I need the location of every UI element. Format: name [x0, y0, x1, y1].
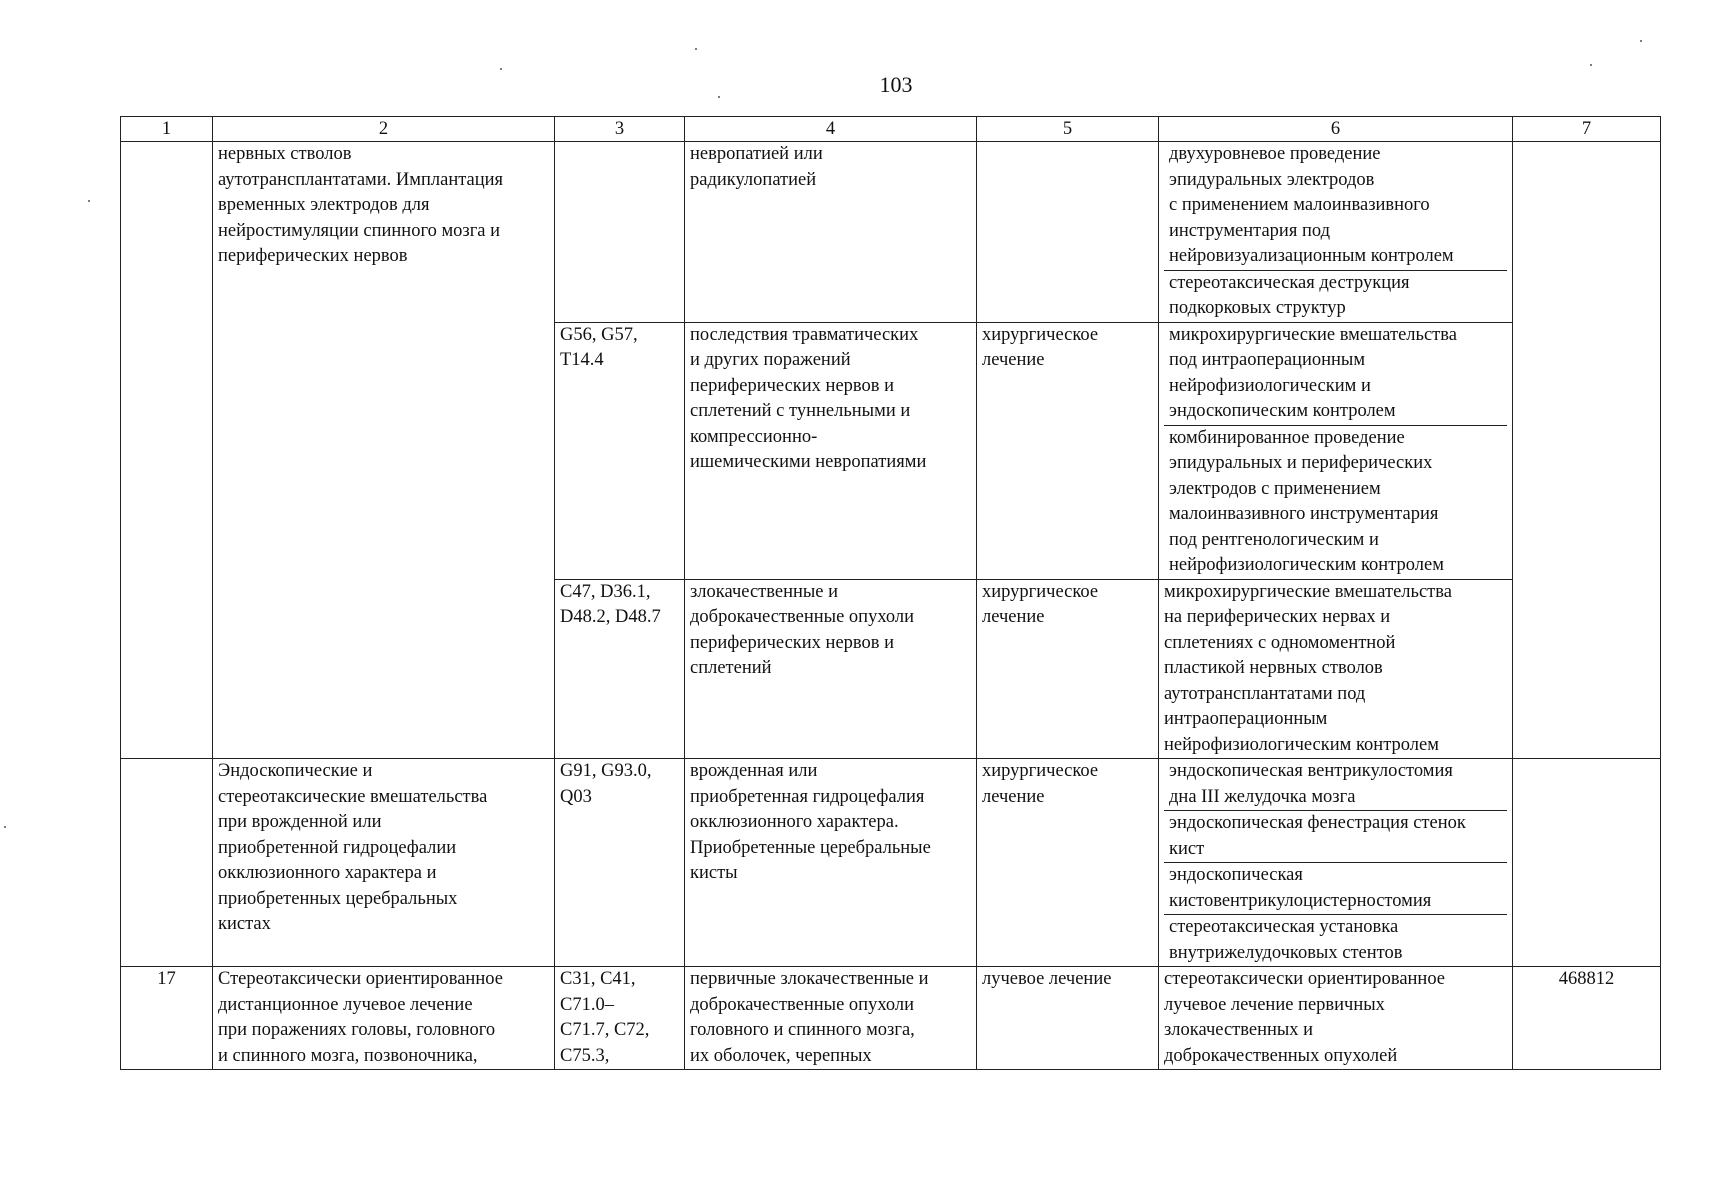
cell-intervention: Стереотаксически ориентированное дистанционное лучевое лечение при поражениях головы, головного и спинного мозга, позвоночника,	[213, 967, 555, 1070]
cell-icd-codes	[555, 142, 685, 323]
scan-speck	[1640, 40, 1642, 42]
cell-treatment-type: хирургическое лечение	[977, 322, 1159, 579]
scan-speck	[4, 826, 6, 828]
cell-treatment-type	[977, 142, 1159, 323]
cell-method	[1159, 322, 1513, 579]
cell-treatment-type: хирургическое лечение	[977, 579, 1159, 759]
header-row	[121, 117, 1661, 142]
scan-speck	[695, 48, 697, 50]
column-header: 2	[213, 117, 555, 142]
scan-speck	[88, 200, 90, 202]
cell-number	[121, 759, 213, 967]
column-header: 3	[555, 117, 685, 142]
column-header: 1	[121, 117, 213, 142]
cell-number	[121, 142, 213, 759]
cell-method	[1159, 759, 1513, 967]
scan-speck	[718, 96, 720, 98]
cell-treatment-type: хирургическое лечение	[977, 759, 1159, 967]
cell-method: микрохирургические вмешательства на периферических нервах и сплетениях с одномоментной пластикой нервных стволов аутотрансплантатами под интраоперационным нейрофизиологическим контролем	[1159, 579, 1513, 759]
table-row	[121, 967, 1661, 1070]
cell-icd-codes: C47, D36.1, D48.2, D48.7	[555, 579, 685, 759]
cell-intervention: нервных стволов аутотрансплантатами. Имплантация временных электродов для нейростимуляции спинного мозга и периферических нервов	[213, 142, 555, 759]
cell-icd-codes: G91, G93.0, Q03	[555, 759, 685, 967]
cell-method	[1159, 142, 1513, 323]
cell-diagnosis: врожденная или приобретенная гидроцефалия окклюзионного характера. Приобретенные церебральные кисты	[685, 759, 977, 967]
table-row	[121, 142, 1661, 323]
column-header: 5	[977, 117, 1159, 142]
cell-number: 17	[121, 967, 213, 1070]
cell-cost	[1513, 142, 1661, 759]
cell-diagnosis: первичные злокачественные и доброкачественные опухоли головного и спинного мозга, их оболочек, черепных	[685, 967, 977, 1070]
method-item: двухуровневое проведение эпидуральных электродов с применением малоинвазивного инструментария под нейровизуализационным контролем	[1164, 142, 1507, 271]
cell-treatment-type: лучевое лечение	[977, 967, 1159, 1070]
method-item: стереотаксическая установка внутрижелудочковых стентов	[1169, 917, 1403, 963]
column-header: 7	[1513, 117, 1661, 142]
cell-icd-codes: G56, G57, T14.4	[555, 322, 685, 579]
method-item: эндоскопическая вентрикулостомия дна III желудочка мозга	[1164, 759, 1507, 811]
scan-speck	[1590, 64, 1592, 66]
method-item: эндоскопическая кистовентрикулоцистерностомия	[1164, 863, 1507, 915]
scan-speck	[500, 68, 502, 70]
cell-cost: 468812	[1513, 967, 1661, 1070]
column-header: 4	[685, 117, 977, 142]
cell-diagnosis: последствия травматических и других поражений периферических нервов и сплетений с туннельными и компрессионно- ишемическими невропатиями	[685, 322, 977, 579]
method-item: эндоскопическая фенестрация стенок кист	[1164, 811, 1507, 863]
method-item: стереотаксическая деструкция подкорковых структур	[1169, 272, 1410, 318]
cell-diagnosis: злокачественные и доброкачественные опухоли периферических нервов и сплетений	[685, 579, 977, 759]
table-row	[121, 759, 1661, 967]
cell-method: стереотаксически ориентированное лучевое лечение первичных злокачественных и доброкачественных опухолей	[1159, 967, 1513, 1070]
column-header: 6	[1159, 117, 1513, 142]
data-table	[120, 116, 1661, 1070]
method-item: комбинированное проведение эпидуральных и периферических электродов с применением малоинвазивного инструментария под рентгенологическим и нейрофизиологическим контролем	[1169, 427, 1444, 575]
page-number: 103	[879, 72, 913, 97]
cell-icd-codes: C31, C41, C71.0– C71.7, C72, C75.3,	[555, 967, 685, 1070]
method-item: микрохирургические вмешательства под интраоперационным нейрофизиологическим и эндоскопическим контролем	[1164, 323, 1507, 426]
cell-intervention: Эндоскопические и стереотаксические вмешательства при врожденной или приобретенной гидроцефалии окклюзионного характера и приобретенных церебральных кистах	[213, 759, 555, 967]
cell-diagnosis: невропатией или радикулопатией	[685, 142, 977, 323]
cell-cost	[1513, 759, 1661, 967]
